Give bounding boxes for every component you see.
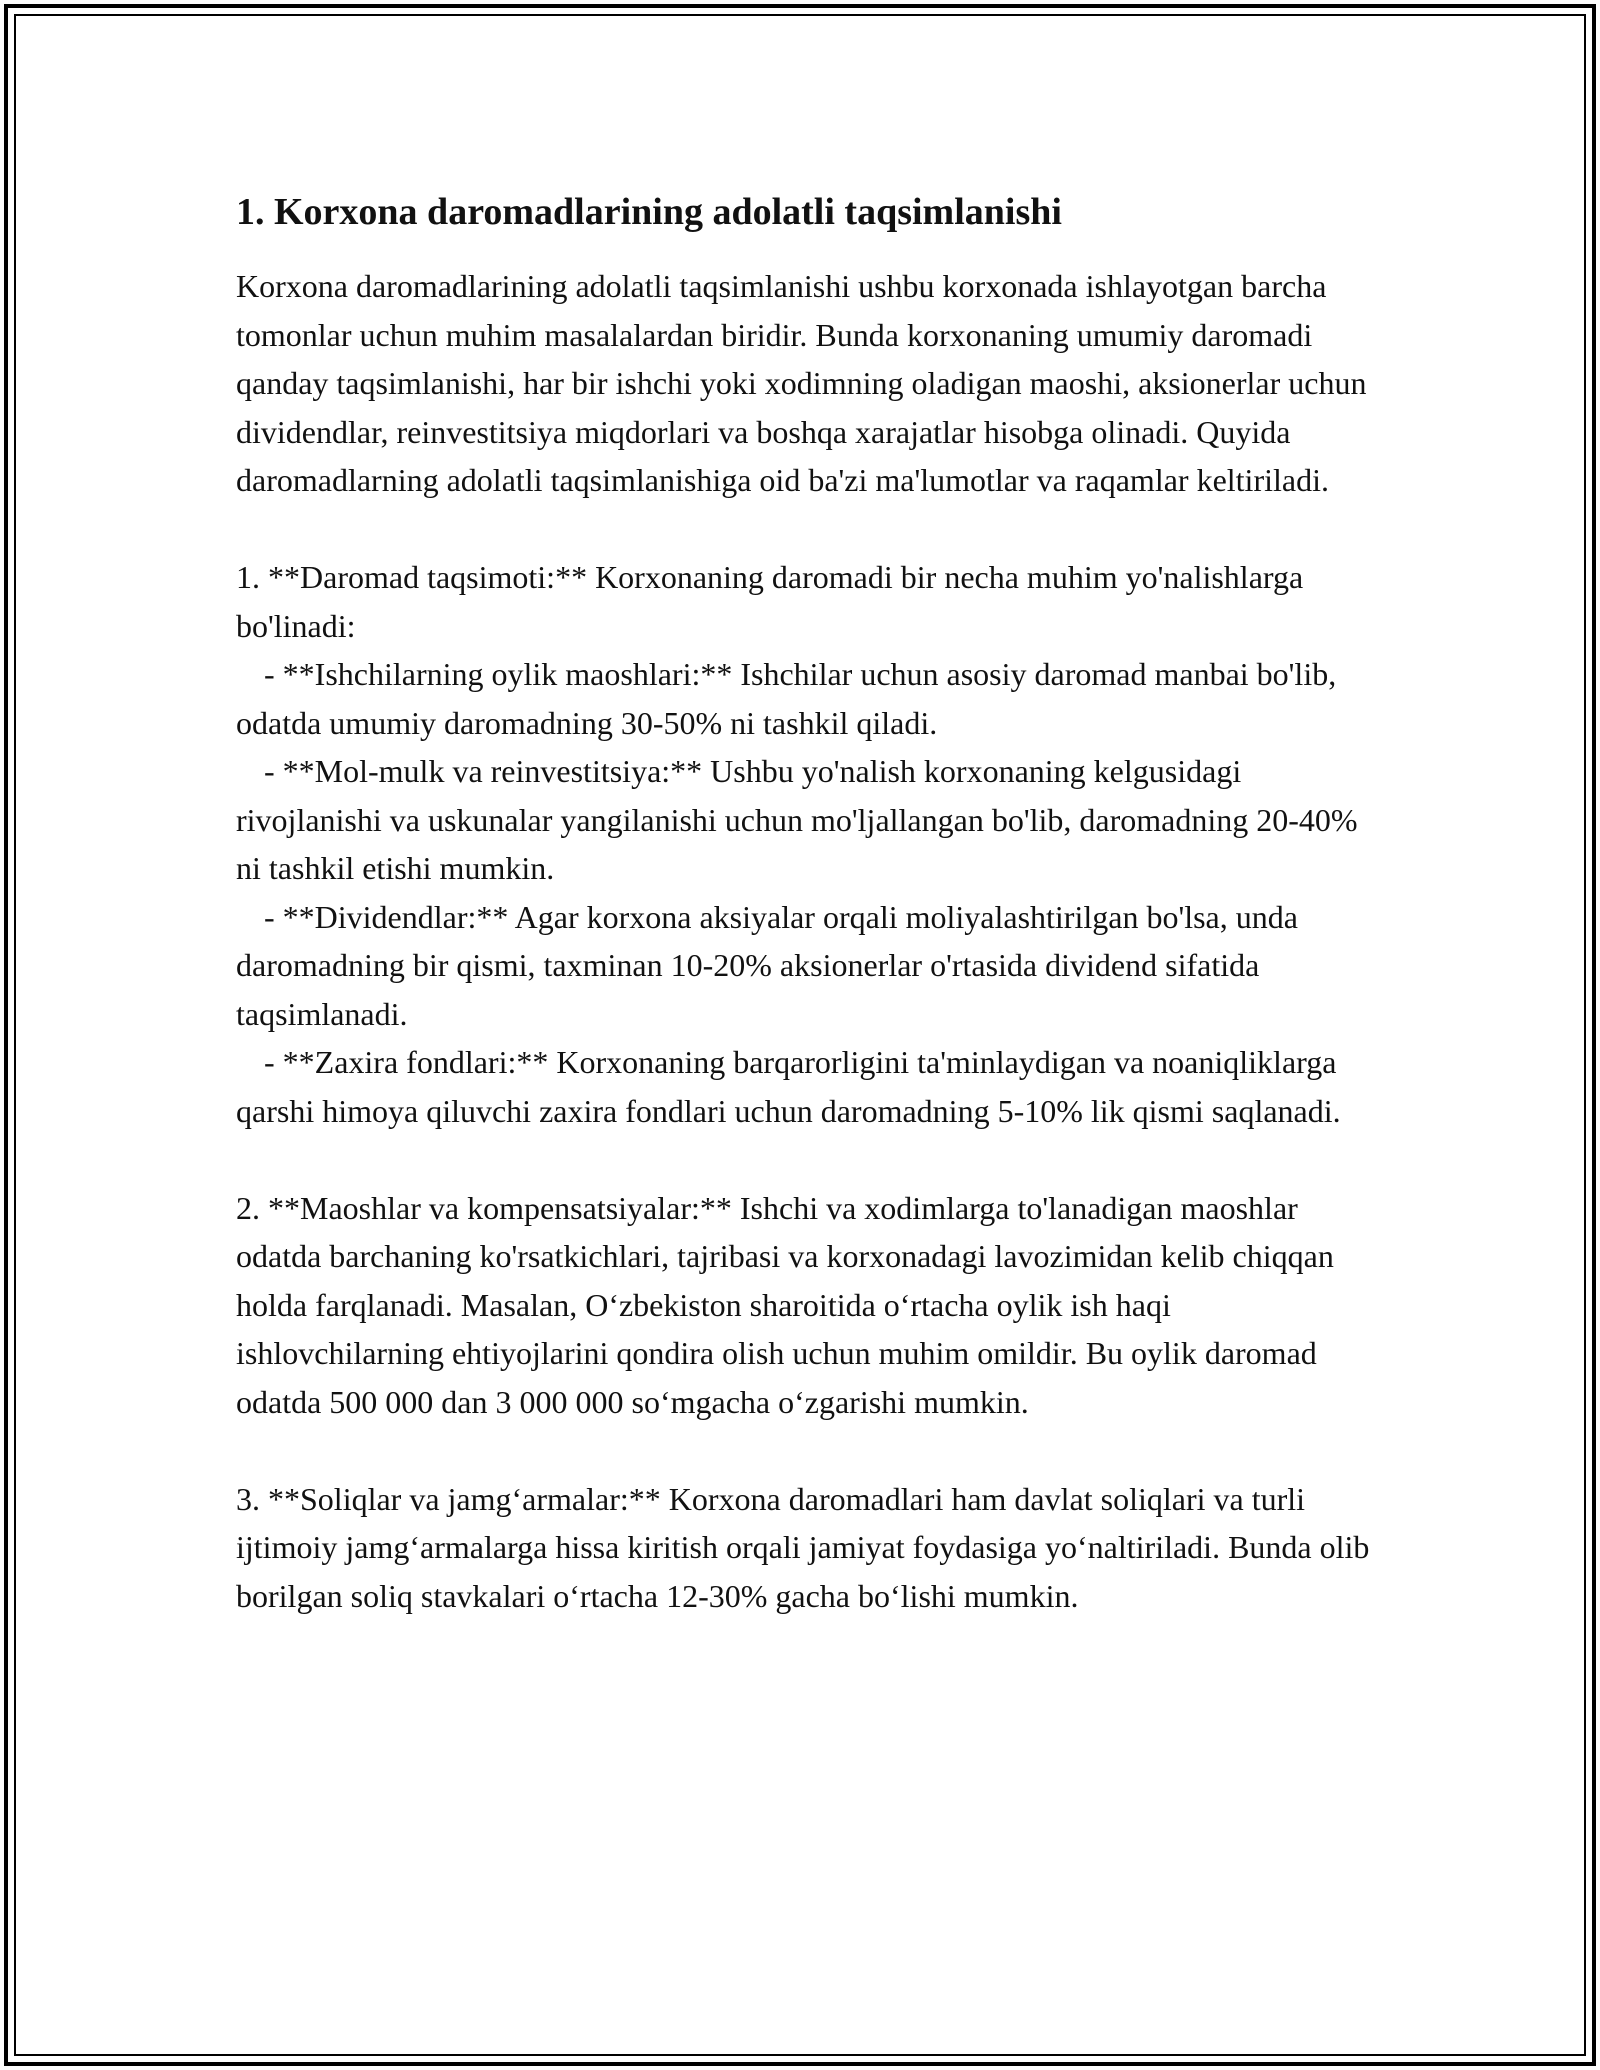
paragraph-spacer — [236, 1135, 1376, 1184]
section-1-item-salaries: - **Ishchilarning oylik maoshlari:** Ishchilar uchun asosiy daromad manbai bo'lib, odatda umumiy daromadning 30-50% ni tashkil qiladi. — [236, 656, 1337, 741]
document-body — [236, 186, 1376, 1620]
section-2-paragraph: 2. **Maoshlar va kompensatsiyalar:** Ishchi va xodimlarga to'lanadigan maoshlar odatda barchaning ko'rsatkichlari, tajribasi va korxonadagi lavozimidan kelib chiqqan holda farqlanadi. Masalan, O‘zbekiston sharoitida o‘rtacha oylik ish haqi ishlovchilarning ehtiyojlarini qondira olish uchun muhim omildir. Bu oylik daromad odatda 500 000 dan 3 000 000 so‘mgacha o‘zgarishi mumkin. — [236, 1189, 1334, 1420]
section-3-paragraph: 3. **Soliqlar va jamg‘armalar:** Korxona daromadlari ham davlat soliqlari va turli ijtimoiy jamg‘armalarga hissa kiritish orqali jamiyat foydasiga yo‘naltiriladi. Bunda olib borilgan soliq stavkalari o‘rtacha 12-30% gacha bo‘lishi mumkin. — [236, 1480, 1370, 1614]
paragraph-spacer — [236, 505, 1376, 554]
section-1-item-dividends: - **Dividendlar:** Agar korxona aksiyalar orqali moliyalashtirilgan bo'lsa, unda daromadning bir qismi, taxminan 10-20% aksionerlar o'rtasida dividend sifatida taqsimlanadi. — [236, 898, 1298, 1032]
section-1-item-reserve-funds: - **Zaxira fondlari:** Korxonaning barqarorligini ta'minlaydigan va noaniqliklarga qarshi himoya qiluvchi zaxira fondlari uchun daromadning 5-10% lik qismi saqlanadi. — [236, 1044, 1341, 1129]
section-1-heading: 1. **Daromad taqsimoti:** Korxonaning daromadi bir necha muhim yo'nalishlarga bo'linadi: — [236, 559, 1304, 644]
intro-paragraph: Korxona daromadlarining adolatli taqsimlanishi ushbu korxonada ishlayotgan barcha tomonlar uchun muhim masalalardan biridir. Bunda korxonaning umumiy daromadi qanday taqsimlanishi, har bir ishchi yoki xodimning oladigan maoshi, aksionerlar uchun dividendlar, reinvestitsiya miqdorlari va boshqa xarajatlar hisobga olinadi. Quyida daromadlarning adolatli taqsimlanishiga oid ba'zi ma'lumotlar va raqamlar keltiriladi. — [236, 268, 1367, 498]
paragraph-spacer — [236, 1426, 1376, 1475]
document-title: 1. Korxona daromadlarining adolatli taqsimlanishi — [236, 191, 1062, 233]
section-1-item-reinvestment: - **Mol-mulk va reinvestitsiya:** Ushbu yo'nalish korxonaning kelgusidagi rivojlanishi va uskunalar yangilanishi uchun mo'ljallangan bo'lib, daromadning 20-40% ni tashkil etishi mumkin. — [236, 753, 1358, 886]
